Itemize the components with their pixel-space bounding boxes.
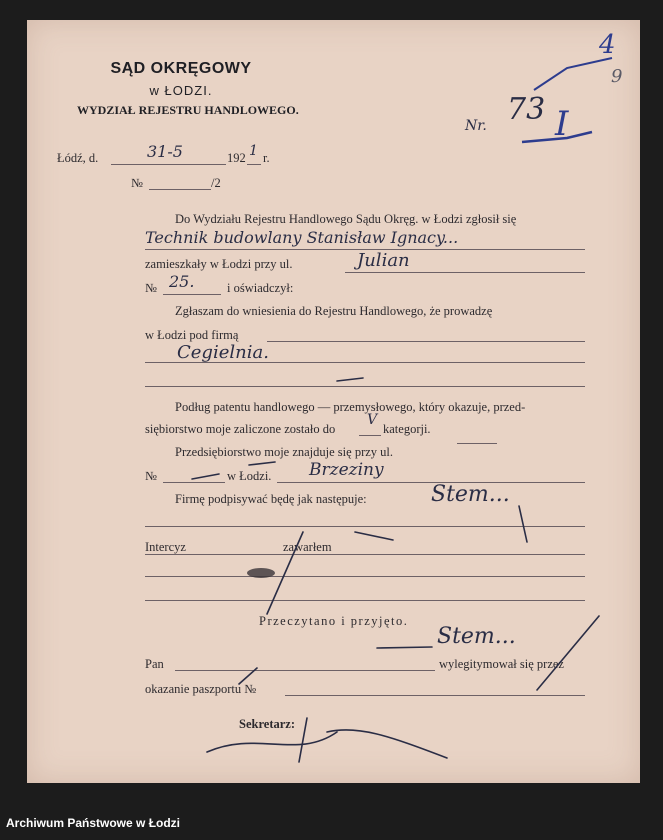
number-suffix: /2 [211, 176, 221, 190]
location-number-label: № [145, 469, 157, 483]
residence-label: zamieszkały w Łodzi przy ul. [145, 257, 293, 271]
year-prefix: 192 [227, 151, 246, 165]
pan-signature-written: Stem... [437, 624, 516, 649]
house-number-written: 25. [169, 272, 195, 291]
year-rule [247, 164, 261, 165]
date-rule [111, 164, 226, 165]
intercyz-rule [145, 554, 585, 555]
firm-rule-1 [267, 341, 585, 342]
house-number-label: № [145, 281, 157, 295]
declaration-line: Zgłaszam do wniesienia do Rejestru Handlowego, że prowadzę [175, 304, 493, 318]
signature-label: Firmę podpisywać będę jak następuje: [175, 492, 367, 506]
year-suffix: r. [263, 151, 270, 165]
patent-category-written: V [367, 412, 378, 428]
corner-number-2: 9 [611, 66, 623, 87]
reference-prefix: Nr. [465, 118, 487, 134]
intercyz-rule-2 [145, 576, 585, 577]
archive-footer [0, 806, 663, 840]
firm-rule-2 [145, 362, 585, 363]
court-division: WYDZIAŁ REJESTRU HANDLOWEGO. [77, 103, 299, 117]
firm-written: Cegielnia. [177, 342, 269, 363]
patent-line-2a: siębiorstwo moje zaliczone zostało do [145, 422, 336, 436]
reference-number: 73 [507, 92, 546, 127]
house-number-rule [163, 294, 221, 295]
intro-line: Do Wydziału Rejestru Handlowego Sądu Okręg. w Łodzi zgłosił się [175, 212, 517, 226]
patent-line-2b: kategorji. [383, 422, 431, 436]
court-name: SĄD OKRĘGOWY [110, 60, 252, 77]
pan-label: Pan [145, 657, 164, 671]
location-line: Przedsiębiorstwo moje znajduje się przy ul. [175, 445, 393, 459]
signature-rule-1 [145, 526, 585, 527]
passport-rule [285, 695, 585, 696]
patent-line-1: Podług patentu handlowego — przemysłowego, który okazuje, przed- [175, 400, 526, 414]
pan-rule [175, 670, 435, 671]
applicant-written: Technik budowlany Stanisław Ignacy... [145, 228, 459, 247]
location-street-rule [457, 443, 497, 444]
secretary-label: Sekretarz: [239, 717, 295, 731]
residence-written: Julian [357, 250, 410, 271]
patent-category-rule [359, 435, 381, 436]
read-accepted: Przeczytano i przyjęto. [259, 614, 409, 628]
firm-label: w Łodzi pod firmą [145, 328, 239, 342]
passport-label: okazanie paszportu № [145, 682, 257, 696]
location-number-rule [163, 482, 225, 483]
intercyz-rule-3 [145, 600, 585, 601]
corner-number: 4 [599, 30, 616, 60]
firm-rule-3 [145, 386, 585, 387]
archive-name: Archiwum Państwowe w Łodzi [6, 816, 181, 830]
signature-written: Stem... [431, 482, 510, 507]
location-written: Brzeziny [309, 460, 384, 480]
number-label: № [131, 176, 143, 190]
date-written: 31-5 [147, 142, 183, 161]
declared-label: i oświadczył: [227, 281, 294, 295]
reference-roman: I [555, 104, 569, 144]
legitimized-label: wylegitymował się przez [439, 657, 564, 671]
court-city: w ŁODZI. [149, 83, 213, 98]
document-page [27, 20, 640, 783]
residence-rule [345, 272, 585, 273]
date-place: Łódź, d. [57, 151, 99, 165]
number-rule [149, 189, 211, 190]
zawarlem-label: zawarłem [283, 540, 332, 554]
year-written: 1 [249, 143, 258, 159]
location-city: w Łodzi. [227, 469, 272, 483]
intercyz-label: Intercyz [145, 540, 186, 554]
